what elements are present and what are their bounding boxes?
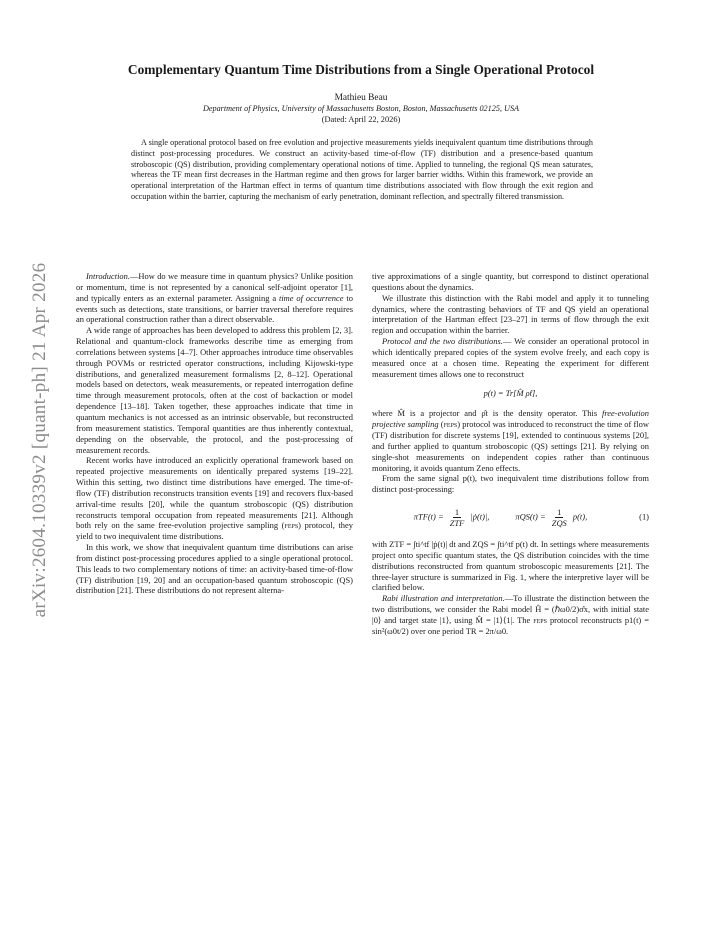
- equation-tf: [414, 507, 490, 528]
- text-run: —How do we measure time in quantum physics? Unlike position or momentum, time is not represented by a canonical self-adjoint operator [1], and typically enters as an external parameter. Assigning a: [76, 271, 353, 303]
- right-column: [372, 271, 649, 637]
- fraction-numerator: 1: [557, 506, 562, 517]
- left-column: [76, 271, 353, 596]
- paragraph-normalization: with ZTF = ∫ti^tf |ṗ(t)| dt and ZQS = ∫ti^tf p(t) dt. In settings where measurements project onto specific quantum states, the QS distribution coincides with the time distributions reconstructed from quantum stroboscopic measurements [21]. The three-layer structure is summarized in Fig. 1, where the interpretive layer will be clarified below.: [372, 539, 649, 593]
- arxiv-identifier: arXiv:2604.10339v2 [quant-ph] 21 Apr 2026: [29, 262, 50, 618]
- equation-1: [372, 504, 649, 530]
- equation-qs: [515, 507, 587, 528]
- fraction-numerator: 1: [454, 506, 460, 517]
- paper-header: [80, 62, 642, 125]
- text-run: —To illustrate the distinction between the two distributions, we consider the Rabi model Ĥ = (ℏω0/2)σ̂x, with initial state |0⟩ and target state |1⟩, using M̂ = |1⟩⟨1|. The: [372, 593, 649, 625]
- paragraph-rabi-illustration: [372, 593, 649, 636]
- text-run: — We consider an operational protocol in which identically prepared copies of the system evolve freely, and each copy is measured once at a chosen time. Repeating the experiment for different measurement times allows one to reconstruct: [372, 336, 649, 379]
- emphasis-text: time of occurrence: [278, 292, 344, 303]
- fraction-tf: [448, 507, 467, 528]
- acronym-feps: feps: [533, 614, 547, 625]
- author-name: Mathieu Beau: [334, 93, 388, 103]
- text-run: Recent works have introduced an explicitly operational framework based on repeated projective measurements on identically prepared systems [19–22]. Within this setting, two distinct time distributions have emerged. The time-of-flow (TF) distribution reconstructs transition events [19] and recovers flux-based arrival-time results [20], while the quantum stroboscopic (QS) distribution reconstructs temporal occupation from repeated measurements [21]. Although both rely on the same free-evolution projective sampling (: [76, 455, 353, 531]
- date-line: (Dated: April 22, 2026): [321, 114, 401, 124]
- paragraph-this-work: In this work, we show that inequivalent quantum time distributions can arise from distinct post-processing procedures applied to a single operational protocol. This leads to two complementary notions of time: an activity-based time-of-flow (TF) distribution [19, 20] and an occupation-based quantum stroboscopic (QS) distribution [21]. These distributions do not represent alterna-: [76, 542, 353, 596]
- paragraph-two-distributions: From the same signal p(t), two inequivalent time distributions follow from distinct post-processing:: [372, 473, 649, 495]
- author-affiliation: Department of Physics, University of Massachusetts Boston, Boston, Massachusetts 02125, USA: [202, 104, 520, 113]
- eq-qs-rhs: p(t),: [572, 510, 588, 521]
- paper-title: Complementary Quantum Time Distributions from a Single Operational Protocol: [127, 62, 595, 77]
- equation-signal: p(t) = Tr[M̂ ρ̂t],: [483, 388, 538, 399]
- fraction-qs: [550, 507, 569, 528]
- text-run: ) protocol was introduced to reconstruct the time of flow (TF) distribution for discrete systems [19], extended to continuous systems [20], and further applied to quantum stroboscopic (QS) settings [21]. By relying on single-shot measurements on independent copies rather than continuous monitoring, it avoids quantum Zeno effects.: [372, 419, 649, 473]
- abstract: [131, 138, 593, 203]
- section-heading-rabi: Rabi illustration and interpretation.: [382, 593, 505, 604]
- paragraph-continuation: tive approximations of a single quantity, but correspond to distinct operational questions about the dynamics.: [372, 271, 649, 292]
- eq-qs-lhs: πQS(t) =: [515, 510, 546, 521]
- paragraph-rabi-intro: We illustrate this distinction with the Rabi model and apply it to tunneling dynamics, where the contrasting behaviors of TF and QS yield an operational interpretation of the Hartman effect [23–27] in terms of flow through the exit region and occupation within the barrier.: [372, 292, 649, 336]
- emphasis-text: free-evolution projective sampling: [372, 408, 649, 430]
- paragraph-feps: [372, 408, 649, 473]
- arxiv-margin-stamp: [20, 240, 60, 640]
- section-heading-protocol: Protocol and the two distributions.: [382, 336, 503, 347]
- eq-tf-rhs: |ṗ(t)|,: [470, 510, 490, 521]
- text-run: (: [438, 419, 444, 430]
- paragraph-introduction: [76, 271, 353, 325]
- paragraph-recent-works: [76, 455, 353, 542]
- text-run: ) protocol, they yield to two inequivalent time distributions.: [76, 520, 353, 542]
- paragraph-approaches: A wide range of approaches has been developed to address this problem [2, 3]. Relational and quantum-clock frameworks describe time as emerging from correlations between systems [4–7]. Other approaches introduce time observables through POVMs or restricted operator constructions, including Kijowski-type distributions, and generalized measurement formalisms [2, 8–12]. Operational models based on detectors, weak measurements, or repeated interrogation define time through measurement protocols, often at the cost of backaction or model dependence [13–18]. Taken together, these approaches indicate that time in quantum mechanics is not accessed as an intrinsic observable, but reconstructed from measurement statistics. Temporal quantities are thus inherently contextual, depending on the observable, the protocol, and the post-processing of measurement records.: [76, 325, 353, 455]
- acronym-feps: feps: [443, 419, 458, 430]
- abstract-text: A single operational protocol based on free evolution and projective measurements yields inequivalent quantum time distributions through distinct post-processing procedures. We construct an activity-based time-of-flow (TF) distribution and a presence-based quantum stroboscopic (QS) distribution, providing complementary operational notions of time. Applied to tunneling, the regional QS mean saturates, whereas the TF mean first decreases in the Hartman regime and then grows for larger barrier widths. Within this framework, we provide an operational interpretation of the Hartman effect in terms of quantum time distributions associated with flow through the exit region and occupation within the barrier, capturing the mechanism of early penetration, dominant reflection, and spectrally filtered transmission.: [131, 138, 593, 201]
- fraction-denominator: ZQS: [551, 517, 567, 528]
- fraction-denominator: ZTF: [449, 517, 465, 528]
- text-run: where M̂ is a projector and ρ̂t is the density operator. This: [372, 408, 602, 419]
- text-run: to events such as detections, state transitions, or barrier traversal therefore requires an operational construction rather than a direct observable.: [76, 292, 353, 325]
- eq-tf-lhs: πTF(t) =: [413, 510, 444, 521]
- paragraph-protocol: [372, 336, 649, 379]
- equation-number: (1): [639, 511, 649, 522]
- acronym-feps: feps: [284, 520, 299, 531]
- text-run: protocol reconstructs p1(t) = sin²(ω0t/2) over one period TR = 2π/ω0.: [372, 614, 649, 636]
- section-heading-introduction: Introduction.: [86, 271, 130, 281]
